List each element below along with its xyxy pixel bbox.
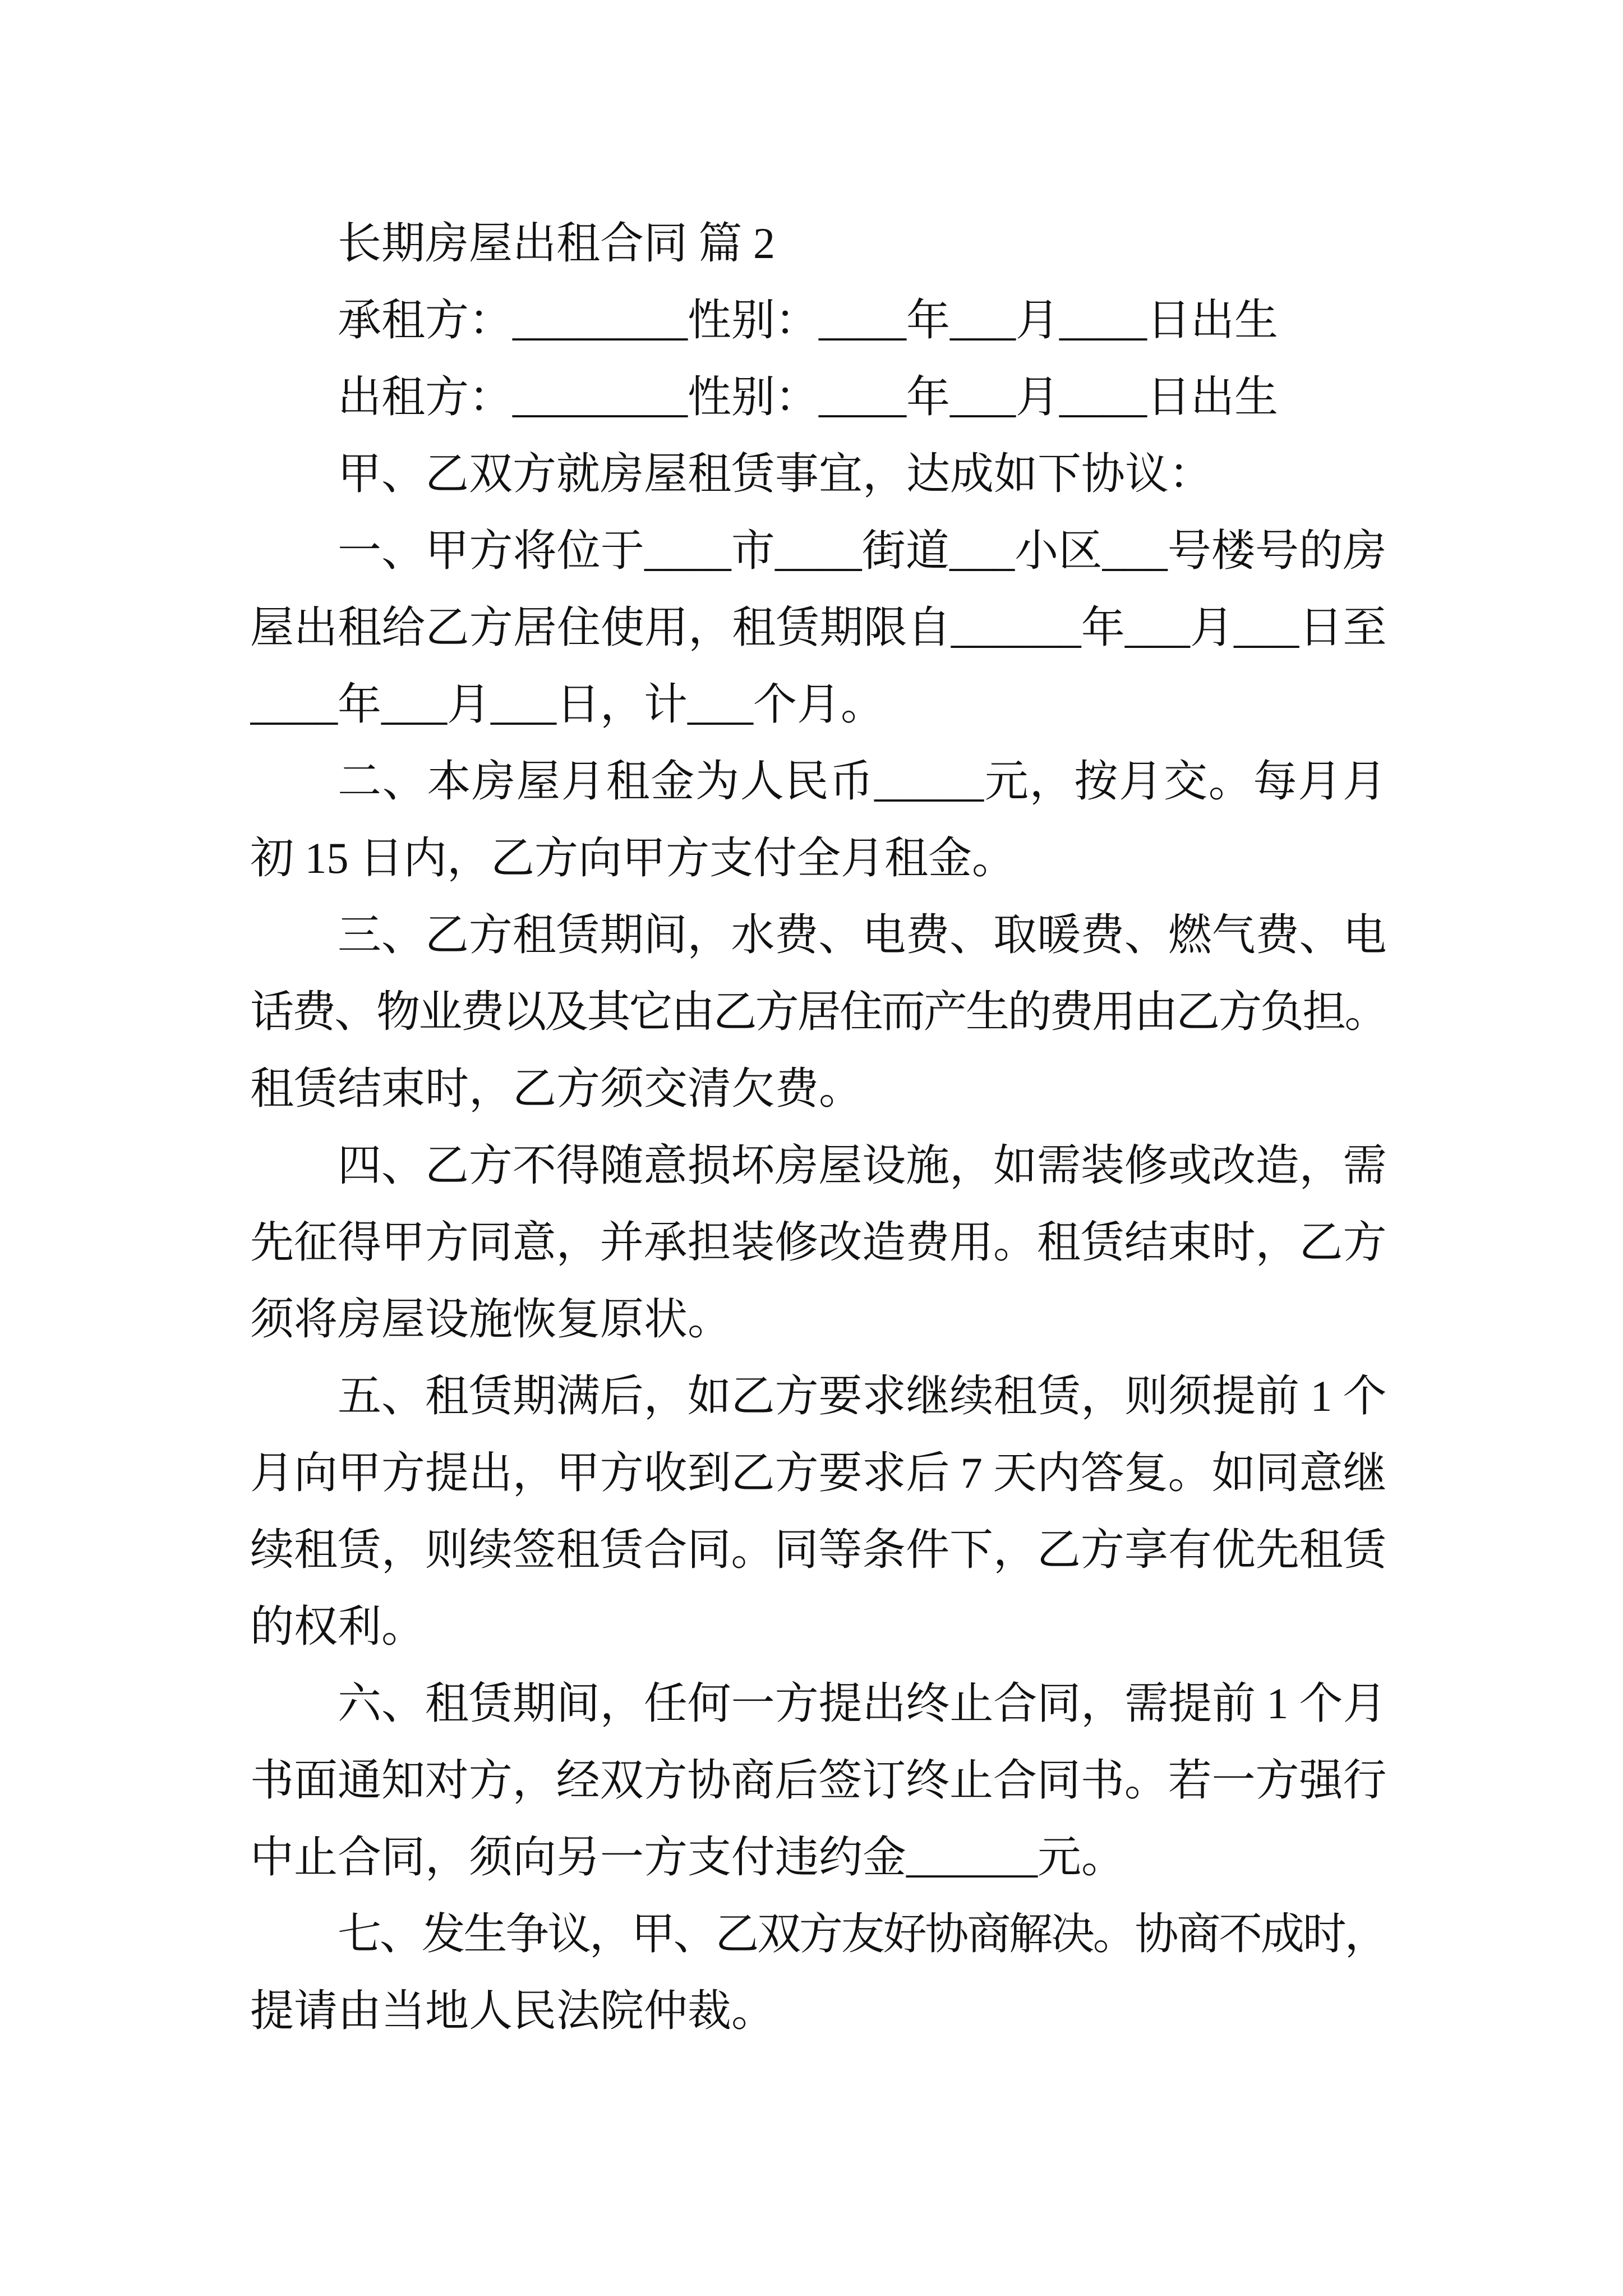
clause-line: 续租赁，则续签租赁合同。同等条件下，乙方享有优先租赁 [250, 1525, 1386, 1574]
clause-line: 月向甲方提出，甲方收到乙方要求后 7 天内答复。如同意继 [250, 1448, 1386, 1497]
clause-line: 话费、物业费以及其它由乙方居住而产生的费用由乙方负担。 [250, 987, 1386, 1036]
clause-line: 初 15 日内，乙方向甲方支付全月租金。 [250, 834, 1016, 882]
clause-line: 二、本房屋月租金为人民币_____元，按月交。每月月 [338, 757, 1386, 806]
document-page [250, 205, 1386, 2049]
clause-line: 租赁结束时，乙方须交清欠费。 [250, 1064, 863, 1113]
tenant-line: 承租方：________性别：____年___月____日出生 [338, 296, 1279, 344]
clause-2 [250, 743, 1386, 896]
clause-line: 七、发生争议，甲、乙双方友好协商解决。协商不成时， [338, 1910, 1386, 1958]
clause-line: 提请由当地人民法院仲裁。 [250, 1986, 776, 2035]
clause-line: 须将房屋设施恢复原状。 [250, 1295, 732, 1343]
landlord-line: 出租方：________性别：____年___月____日出生 [338, 372, 1279, 421]
clause-line: 的权利。 [250, 1602, 426, 1651]
clause-line: 一、甲方将位于____市____街道___小区___号楼号的房 [338, 526, 1386, 575]
clause-line: 三、乙方租赁期间，水费、电费、取暖费、燃气费、电 [338, 910, 1386, 959]
clause-line: ____年___月___日，计___个月。 [250, 680, 885, 729]
clause-1 [250, 512, 1386, 743]
clause-7 [250, 1895, 1386, 2049]
clause-6 [250, 1665, 1386, 1895]
clause-line: 中止合同，须向另一方支付违约金______元。 [250, 1833, 1126, 1881]
clause-line: 先征得甲方同意，并承担装修改造费用。租赁结束时，乙方 [250, 1218, 1386, 1267]
clause-3 [250, 896, 1386, 1127]
clause-5 [250, 1358, 1386, 1665]
clause-line: 四、乙方不得随意损坏房屋设施，如需装修或改造，需 [338, 1141, 1386, 1190]
clause-4 [250, 1127, 1386, 1358]
clause-line: 书面通知对方，经双方协商后签订终止合同书。若一方强行 [250, 1756, 1386, 1805]
document-title: 长期房屋出租合同 篇 2 [338, 219, 776, 268]
clause-line: 六、租赁期间，任何一方提出终止合同，需提前 1 个月 [338, 1679, 1386, 1728]
intro-line: 甲、乙双方就房屋租赁事宜，达成如下协议： [338, 449, 1213, 498]
clause-line: 屋出租给乙方居住使用，租赁期限自______年___月___日至 [250, 603, 1386, 652]
clause-line: 五、租赁期满后，如乙方要求继续租赁，则须提前 1 个 [338, 1372, 1386, 1420]
